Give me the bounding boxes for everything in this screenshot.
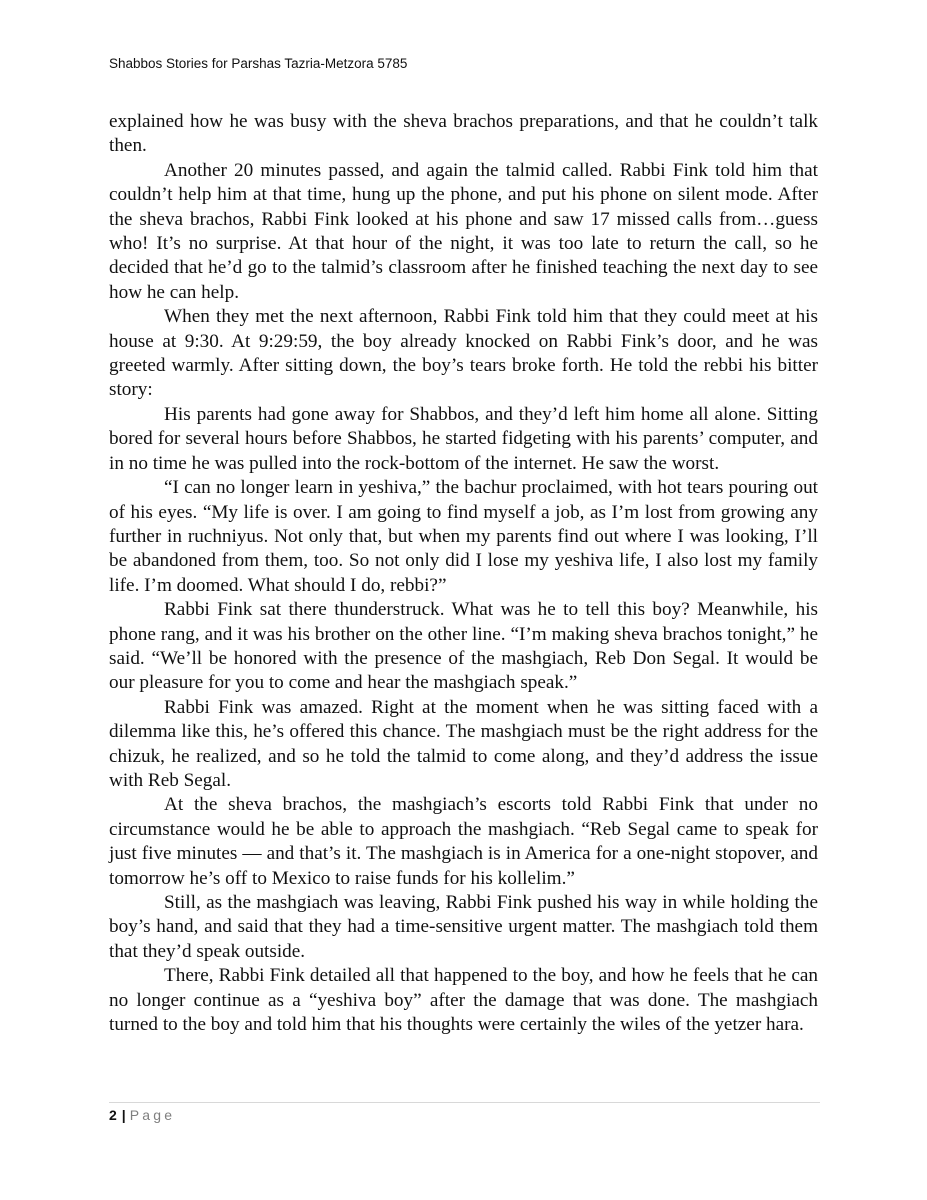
paragraph: When they met the next afternoon, Rabbi Fink told him that they could meet at his house at 9:30. At 9:29:59, the boy already knocked on Rabbi Fink’s door, and he was greeted warmly. After sitting down, the boy’s tears broke forth. He told the rebbi his bitter story:: [109, 306, 818, 401]
paragraph: There, Rabbi Fink detailed all that happened to the boy, and how he feels that he can no longer continue as a “yeshiva boy” after the damage that was done. The mashgiach turned to the boy and told him that his thoughts were certainly the wiles of the yetzer hara.: [109, 965, 818, 1036]
paragraph: Rabbi Fink was amazed. Right at the moment when he was sitting faced with a dilemma like this, he’s offered this chance. The mashgiach must be the right address for the chizuk, he realized, and so he told the talmid to come along, and they’d address the issue with Reb Segal.: [109, 696, 818, 791]
page-label: Page: [129, 1107, 176, 1123]
paragraph: explained how he was busy with the sheva brachos preparations, and that he couldn’t talk then.: [109, 111, 818, 157]
page-number: 2: [109, 1107, 117, 1123]
paragraph: At the sheva brachos, the mashgiach’s escorts told Rabbi Fink that under no circumstance would he be able to approach the mashgiach. “Reb Segal came to speak for just five minutes — and that’s it. The mashgiach is in America for a one-night stopover, and tomorrow he’s off to Mexico to raise funds for his kollelim.”: [109, 794, 818, 889]
page-footer: [109, 1107, 175, 1123]
paragraph: Another 20 minutes passed, and again the talmid called. Rabbi Fink told him that couldn’t help him at that time, hung up the phone, and put his phone on silent mode. After the sheva brachos, Rabbi Fink looked at his phone and saw 17 missed calls from…guess who! It’s no surprise. At that hour of the night, it was too late to return the call, so he decided that he’d go to the talmid’s classroom after he finished teaching the next day to see how he can help.: [109, 159, 818, 303]
paragraph: “I can no longer learn in yeshiva,” the bachur proclaimed, with hot tears pouring out of his eyes. “My life is over. I am going to find myself a job, as I’m lost from growing any further in ruchniyus. Not only that, but when my parents find out where I was looking, I’ll be abandoned from them, too. So not only did I lose my yeshiva life, I also lost my family life. I’m doomed. What should I do, rebbi?”: [109, 477, 818, 596]
paragraph: His parents had gone away for Shabbos, and they’d left him home all alone. Sitting bored for several hours before Shabbos, he started fidgeting with his parents’ computer, and in no time he was pulled into the rock-bottom of the internet. He saw the worst.: [109, 403, 818, 474]
paragraph: Rabbi Fink sat there thunderstruck. What was he to tell this boy? Meanwhile, his phone rang, and it was his brother on the other line. “I’m making sheva brachos tonight,” he said. “We’ll be honored with the presence of the mashgiach, Reb Don Segal. It would be our pleasure for you to come and hear the mashgiach speak.”: [109, 599, 818, 694]
page-body: [109, 110, 818, 1037]
footer-divider: [109, 1102, 820, 1103]
paragraph: Still, as the mashgiach was leaving, Rabbi Fink pushed his way in while holding the boy’s hand, and said that they had a time-sensitive urgent matter. The mashgiach told them that they’d speak outside.: [109, 892, 818, 962]
footer-separator: |: [121, 1107, 126, 1123]
running-header: Shabbos Stories for Parshas Tazria-Metzora 5785: [109, 56, 408, 71]
